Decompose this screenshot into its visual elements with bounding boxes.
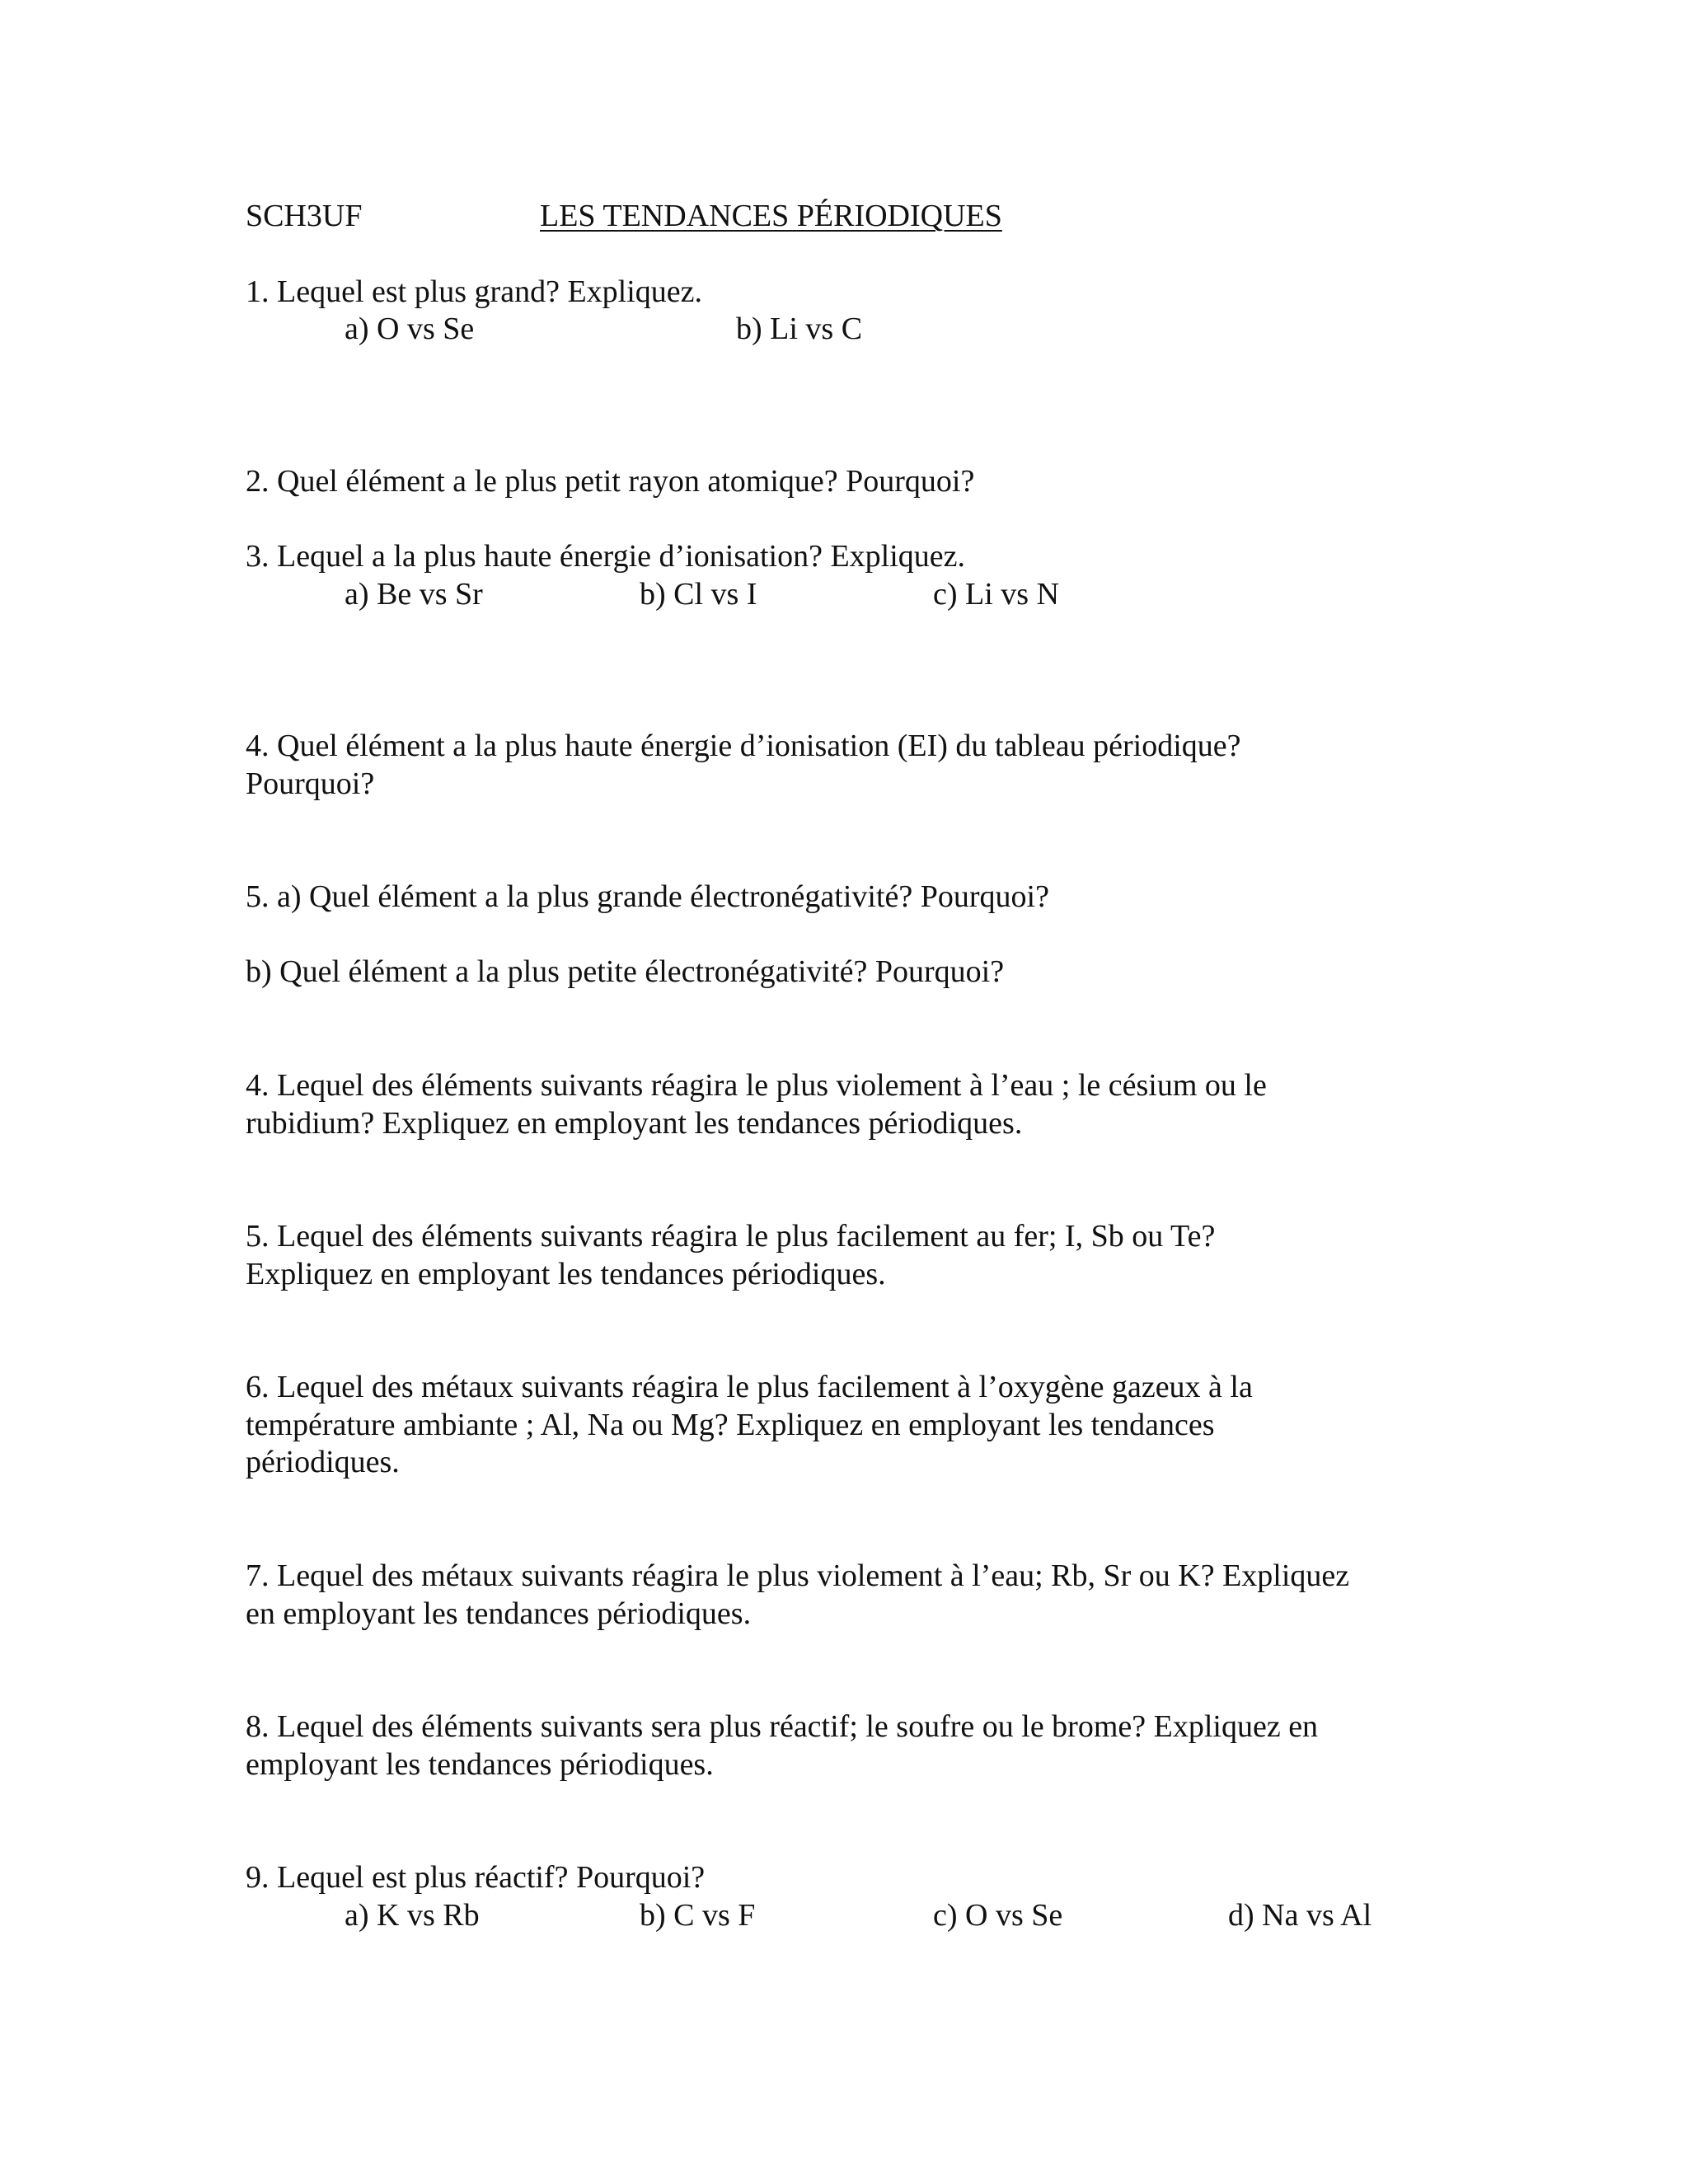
course-code: SCH3UF bbox=[246, 199, 363, 233]
question-5c-text-line-2: Expliquez en employant les tendances périodiques. bbox=[246, 1257, 886, 1291]
question-7-text-line-1: 7. Lequel des métaux suivants réagira le plus violement à l’eau; Rb, Sr ou K? Expliquez bbox=[246, 1558, 1350, 1593]
question-5b-text: b) Quel élément a la plus petite électronégativité? Pourquoi? bbox=[246, 954, 1005, 989]
question-5a-text: 5. a) Quel élément a la plus grande électronégativité? Pourquoi? bbox=[246, 879, 1049, 914]
question-3-text: 3. Lequel a la plus haute énergie d’ionisation? Expliquez. bbox=[246, 539, 966, 574]
question-9-option-a: a) K vs Rb bbox=[345, 1898, 480, 1933]
question-9-option-d: d) Na vs Al bbox=[1228, 1898, 1372, 1933]
question-6-text-line-3: périodiques. bbox=[246, 1445, 400, 1479]
question-1-option-a: a) O vs Se bbox=[345, 312, 475, 346]
question-3-option-c: c) Li vs N bbox=[933, 577, 1060, 612]
question-4b-text-line-1: 4. Lequel des éléments suivants réagira le plus violement à l’eau ; le césium ou le bbox=[246, 1068, 1267, 1103]
question-9-option-b: b) C vs F bbox=[640, 1898, 756, 1933]
question-6-text-line-1: 6. Lequel des métaux suivants réagira le plus facilement à l’oxygène gazeux à la bbox=[246, 1370, 1253, 1404]
question-1-option-b: b) Li vs C bbox=[736, 312, 863, 346]
question-1-text: 1. Lequel est plus grand? Expliquez. bbox=[246, 274, 703, 309]
question-3-option-a: a) Be vs Sr bbox=[345, 577, 483, 612]
question-9-text: 9. Lequel est plus réactif? Pourquoi? bbox=[246, 1860, 706, 1895]
question-8-text-line-2: employant les tendances périodiques. bbox=[246, 1747, 714, 1782]
question-9-option-c: c) O vs Se bbox=[933, 1898, 1063, 1933]
question-3-option-b: b) Cl vs I bbox=[640, 577, 757, 612]
question-8-text-line-1: 8. Lequel des éléments suivants sera plus réactif; le soufre ou le brome? Expliquez en bbox=[246, 1709, 1319, 1744]
question-7-text-line-2: en employant les tendances périodiques. bbox=[246, 1596, 752, 1631]
question-4-text-line-2: Pourquoi? bbox=[246, 766, 375, 801]
question-6-text-line-2: température ambiante ; Al, Na ou Mg? Expliquez en employant les tendances bbox=[246, 1408, 1215, 1442]
question-2-text: 2. Quel élément a le plus petit rayon atomique? Pourquoi? bbox=[246, 464, 975, 499]
question-4b-text-line-2: rubidium? Expliquez en employant les tendances périodiques. bbox=[246, 1106, 1023, 1141]
page-title: LES TENDANCES PÉRIODIQUES bbox=[540, 199, 1002, 233]
question-5c-text-line-1: 5. Lequel des éléments suivants réagira le plus facilement au fer; I, Sb ou Te? bbox=[246, 1219, 1216, 1254]
question-4-text-line-1: 4. Quel élément a la plus haute énergie d’ionisation (EI) du tableau périodique? bbox=[246, 729, 1241, 763]
